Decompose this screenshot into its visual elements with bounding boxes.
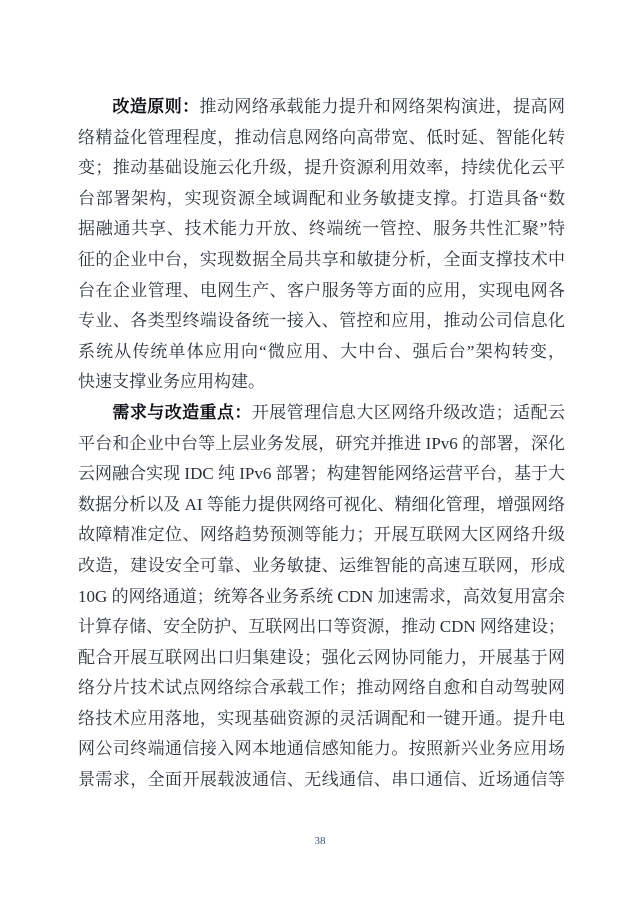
text-line bbox=[78, 214, 565, 245]
text-line bbox=[78, 459, 565, 490]
text-line bbox=[78, 398, 565, 429]
line-text: 网公司终端通信接入网本地通信感知能力。按照新兴业务应用场 bbox=[78, 739, 565, 759]
line-text: 变；推动基础设施云化升级，提升资源利用效率，持续优化云平 bbox=[78, 158, 565, 178]
line-text: 征的企业中台，实现数据全局共享和敏捷分析，全面支撑技术中 bbox=[78, 249, 565, 269]
text-line bbox=[78, 276, 565, 307]
document-body bbox=[78, 92, 565, 796]
line-text: 络分片技术试点网络综合承载工作；推动网络自愈和自动驾驶网 bbox=[78, 678, 565, 698]
text-line bbox=[78, 184, 565, 215]
text-line bbox=[78, 429, 565, 460]
text-line bbox=[78, 612, 565, 643]
line-text: 系统从传统单体应用向“微应用、大中台、强后台”架构转变， bbox=[78, 341, 565, 361]
text-line bbox=[78, 765, 565, 796]
paragraph-heading: 需求与改造重点： bbox=[112, 402, 252, 422]
text-line bbox=[78, 245, 565, 276]
line-text: 改造，建设安全可靠、业务敏捷、运维智能的高速互联网，形成 bbox=[78, 555, 565, 575]
line-text: 计算存储、安全防护、互联网出口等资源，推动 CDN 网络建设； bbox=[78, 617, 565, 637]
line-text: 据融通共享、技术能力开放、终端统一管控、服务共性汇聚”特 bbox=[78, 219, 565, 239]
line-text: 云网融合实现 IDC 纯 IPv6 部署；构建智能网络运营平台，基于大 bbox=[78, 464, 565, 484]
text-line bbox=[78, 734, 565, 765]
text-line bbox=[78, 306, 565, 337]
paragraph-heading: 改造原则： bbox=[112, 97, 200, 116]
text-line bbox=[78, 551, 565, 582]
text-line bbox=[78, 337, 565, 368]
text-line bbox=[78, 92, 565, 123]
page-number: 38 bbox=[314, 835, 326, 847]
line-text: 景需求，全面开展载波通信、无线通信、串口通信、近场通信等 bbox=[78, 770, 565, 790]
line-text: 台在企业管理、电网生产、客户服务等方面的应用，实现电网各 bbox=[78, 280, 565, 300]
line-text: 故障精准定位、网络趋势预测等能力；开展互联网大区网络升级 bbox=[78, 525, 565, 545]
text-line bbox=[78, 153, 565, 184]
text-line bbox=[78, 643, 565, 674]
line-text: 配合开展互联网出口归集建设；强化云网协同能力，开展基于网 bbox=[78, 647, 565, 667]
text-line bbox=[78, 704, 565, 735]
line-text: 开展管理信息大区网络升级改造；适配云 bbox=[251, 402, 565, 422]
line-text: 平台和企业中台等上层业务发展，研究并推进 IPv6 的部署，深化 bbox=[78, 433, 565, 453]
text-line bbox=[78, 673, 565, 704]
line-text: 络技术应用落地，实现基础资源的灵活调配和一键开通。提升电 bbox=[78, 708, 565, 728]
text-line bbox=[78, 520, 565, 551]
text-line bbox=[78, 123, 565, 154]
first-line-indent bbox=[78, 111, 112, 112]
first-line-indent bbox=[78, 417, 112, 418]
line-text: 数据分析以及 AI 等能力提供网络可视化、精细化管理，增强网络 bbox=[78, 494, 565, 514]
line-text: 专业、各类型终端设备统一接入、管控和应用，推动公司信息化 bbox=[78, 311, 565, 331]
line-text: 推动网络承载能力提升和网络架构演进，提高网 bbox=[199, 97, 565, 116]
text-line bbox=[78, 367, 565, 398]
text-line bbox=[78, 582, 565, 613]
line-text: 10G 的网络通道；统筹各业务系统 CDN 加速需求，高效复用富余 bbox=[78, 586, 565, 606]
line-text: 快速支撑业务应用构建。 bbox=[78, 372, 265, 392]
line-text: 台部署架构，实现资源全域调配和业务敏捷支撑。打造具备“数 bbox=[78, 188, 565, 208]
line-text: 络精益化管理程度，推动信息网络向高带宽、低时延、智能化转 bbox=[78, 127, 565, 147]
text-line bbox=[78, 490, 565, 521]
